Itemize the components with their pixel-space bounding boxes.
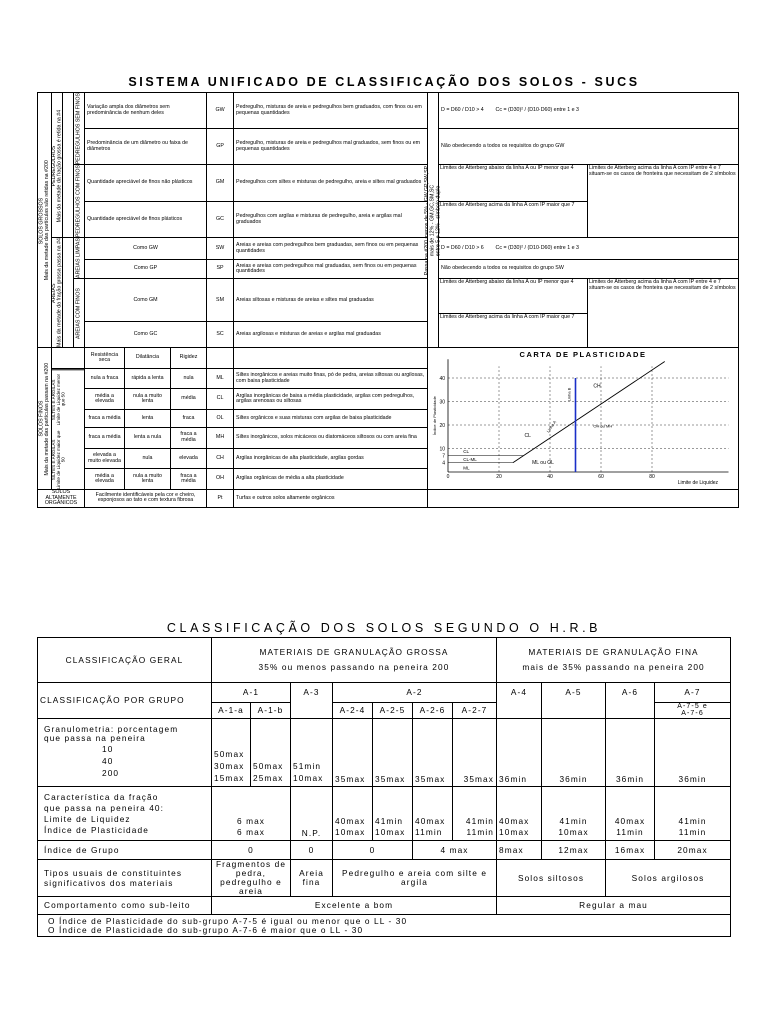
plasticity-chart-cell: [428, 348, 739, 490]
passing-note: Passa na #200 menos de 5% - GW,GP,SW,SP mais de 12% - GM,GC,SM,SC entre 5 e 12% - símbolo duplo: [428, 93, 439, 348]
sub-a26: A-2-6: [413, 703, 453, 719]
name-pt: Turfas e outros solos altamente orgânicos: [234, 489, 428, 507]
type-silty: Solos siltosos: [497, 860, 606, 897]
organic-label: SOLOS ALTAMENTE ORGÂNICOS: [38, 489, 85, 507]
name-sp: Areias e areias com pedregulhos mal graduadas, sem finos ou em pequenas quantidades: [234, 259, 428, 278]
sub-a25: A-2-5: [373, 703, 413, 719]
sub-a1a: A-1-a: [212, 703, 251, 719]
zone-ml-ol: ML ou OL: [532, 460, 554, 467]
y-tick-1: 7: [442, 453, 446, 460]
name-ml: Siltes inorgânicos e areias muito finas, pó de pedra, areias siltosas ou argilosas, com baixa plasticidade: [234, 368, 428, 389]
fine-g-ml: nula: [171, 368, 207, 389]
gran-a27: 35max: [453, 719, 497, 787]
char-a27: 41min 11min: [453, 787, 497, 841]
char-a5: 41min 10max: [542, 787, 606, 841]
types-label: Tipos usuais de constituintes significativos dos materiais: [38, 860, 212, 897]
sym-gp: GP: [207, 129, 234, 165]
sym-mh: MH: [207, 428, 234, 449]
grp-a5: A-5: [542, 683, 606, 719]
zone-cl: CL: [524, 433, 531, 440]
desc-sp: Como GP: [85, 259, 207, 278]
char-a6: 40max 11min: [606, 787, 655, 841]
zone-ch: CH: [593, 383, 601, 390]
silt-low-label: SILTES E ARGILAS Limite de Liquidez menor que 50: [52, 369, 84, 429]
gi-a7: 20max: [655, 841, 731, 860]
name-gm: Pedregulhos com siltes e misturas de pedregulho, areia e siltes mal graduados: [234, 165, 428, 202]
zone-ml: ML: [463, 465, 470, 471]
type-a3: Areia fina: [291, 860, 333, 897]
x-label: Limite de Liquidez: [677, 480, 719, 487]
ip-label: Índice de Plasticidade: [44, 824, 149, 835]
crit-sm: Limites de Atterberg abaixo da linha A ou IP menor que 4: [439, 279, 587, 314]
name-sm: Areias siltosas e misturas de areias e siltes mal graduadas: [234, 279, 428, 322]
desc-gc: Quantidade apreciável de finos plásticos: [85, 201, 207, 238]
sub-bad: Regular a mau: [497, 897, 731, 915]
gran-a5: 36min: [542, 719, 606, 787]
x-tick-0: 0: [446, 474, 450, 481]
char-a24: 40max 10max: [333, 787, 373, 841]
desc-sm: Como GM: [85, 279, 207, 322]
hdr-dilatancy: Dilatância: [125, 348, 171, 369]
gi-a6: 16max: [606, 841, 655, 860]
fine-r-mh: fraca a média: [85, 428, 125, 449]
fine-d-ml: rápida a lenta: [125, 368, 171, 389]
hrb-fine-head: MATERIAIS DE GRANULAÇÃO FINA mais de 35% passando na peneira 200: [497, 638, 731, 683]
sym-pt: Pt: [207, 489, 234, 507]
sucs-table: [37, 92, 739, 508]
sub-a1b: A-1-b: [251, 703, 291, 719]
crit-sp: Não obedecendo a todos os requisitos do grupo SW: [439, 259, 739, 278]
crit-sw: D = D60 / D10 > 6 Cc = (D30)² / (D10·D60) entre 1 e 3: [439, 238, 739, 260]
sub-a27: A-2-7: [453, 703, 497, 719]
grp-a4: A-4: [497, 683, 542, 719]
name-ch: Argilas inorgânicas de alta plasticidade, argilas gordas: [234, 448, 428, 469]
gravel-fines-label: PEDREGULHOS COM FINOS: [74, 165, 85, 238]
gran-a25: 35max: [373, 719, 413, 787]
gi-label: Índice de Grupo: [38, 841, 212, 860]
type-a1: Fragmentos de pedra, pedregulho e areia: [212, 860, 291, 897]
name-cl: Argilas inorgânicas de baixa a média plasticidade, argilas com pedregulhos, argilas arenosas ou siltosas: [234, 389, 428, 410]
sand-fines-label: AREIAS COM FINOS: [74, 279, 85, 348]
sym-gc: GC: [207, 201, 234, 238]
gi-a2-high: 4 max: [413, 841, 497, 860]
sym-ml: ML: [207, 368, 234, 389]
crit-sm-sc-mid: Limites de Atterberg acima da linha A com IP entre 4 e 7 situam-se os casos de fronteira que necessitam de 2 símbolos: [589, 279, 736, 291]
crit-gm-gc-mid: Limites de Atterberg acima da linha A com IP entre 4 e 7 situam-se os casos de fronteira que necessitam de 2 símbolos: [589, 165, 736, 177]
fine-d-cl: nula a muito lenta: [125, 389, 171, 410]
crit-sc: Limites de Atterberg acima da linha A com IP maior que 7: [440, 313, 575, 320]
gi-a5: 12max: [542, 841, 606, 860]
fine-d-ch: nula: [125, 448, 171, 469]
grp-a1: A-1: [212, 683, 291, 703]
hrb-by-group: CLASSIFICAÇÃO POR GRUPO: [38, 683, 212, 719]
fine-g-ol: fraca: [171, 409, 207, 427]
y-tick-4: 30: [439, 399, 446, 406]
char-a4: 40max 10max: [497, 787, 542, 841]
sand-label: AREIAS Mais da metade da fração grossa passa na #4: [50, 238, 62, 348]
fine-r-oh: média a elevada: [85, 469, 125, 490]
gi-a3: 0: [291, 841, 333, 860]
sym-oh: OH: [207, 469, 234, 490]
type-clayey: Solos argilosos: [606, 860, 731, 897]
sym-gw: GW: [207, 93, 234, 129]
y-tick-0: 4: [442, 460, 446, 467]
hdr-dry-strength: Resistência seca: [85, 348, 125, 369]
type-a2: Pedregulho e areia com silte e argila: [333, 860, 497, 897]
name-sc: Areias argilosas e misturas de areias e argilas mal graduadas: [234, 322, 428, 348]
x-tick-3: 60: [598, 474, 604, 481]
desc-sw: Como GW: [85, 238, 207, 260]
sub-a24: A-2-4: [333, 703, 373, 719]
hrb-title: CLASSIFICAÇÃO DOS SOLOS SEGUNDO O H.R.B: [166, 621, 602, 635]
fine-g-oh: fraca a média: [171, 469, 207, 490]
fine-r-ol: fraca a média: [85, 409, 125, 427]
fine-g-ch: elevada: [171, 448, 207, 469]
gran-a3: 51min 10max: [291, 719, 333, 787]
line-a: [513, 362, 665, 463]
y-tick-3: 20: [439, 423, 446, 430]
char-a25: 41min 10max: [373, 787, 413, 841]
plasticity-chart: [428, 348, 738, 486]
silt-high-label: SILTES E ARGILAS Limite de Liquidez maior que 50: [51, 429, 66, 489]
sym-ch: CH: [207, 448, 234, 469]
fine-d-mh: lenta a nula: [125, 428, 171, 449]
grp-a7: A-7: [655, 683, 731, 703]
sub-a7: A-7-5 e A-7-6: [655, 703, 731, 719]
sym-sp: SP: [207, 259, 234, 278]
line-b-label: Linha B: [566, 387, 572, 402]
sieve-200: 200: [102, 768, 120, 779]
fine-d-ol: lenta: [125, 409, 171, 427]
gran-label: Granulometria: porcentagem que passa na peneira 10 40 200: [38, 719, 212, 787]
gi-a1: 0: [212, 841, 291, 860]
gran-a4: 36min: [497, 719, 542, 787]
sym-ol: OL: [207, 409, 234, 427]
y-tick-2: 10: [439, 446, 446, 453]
gran-a24: 35max: [333, 719, 373, 787]
desc-gp: Predominância de um diâmetro ou faixa de diâmetros: [85, 129, 207, 165]
gran-a6: 36min: [606, 719, 655, 787]
fine-r-ml: nula a fraca: [85, 368, 125, 389]
name-sw: Areias e areias com pedregulhos bem graduadas, sem finos ou em pequenas quantidades: [234, 238, 428, 260]
char-a1: 6 max 6 max: [212, 787, 291, 841]
hrb-coarse-head: MATERIAIS DE GRANULAÇÃO GROSSA 35% ou menos passando na peneira 200: [212, 638, 497, 683]
note-1: O Índice de Plasticidade do sub-grupo A-7-5 é igual ou menor que o LL - 30: [48, 915, 408, 926]
sub-label: Comportamento como sub-leito: [38, 897, 212, 915]
hrb-table: [37, 637, 731, 937]
name-ol: Siltes orgânicos e suas misturas com argilas de baixa plasticidade: [234, 409, 428, 427]
name-oh: Argilas orgânicas de média a alta plasticidade: [234, 469, 428, 490]
name-mh: Siltes inorgânicos, solos micáceos ou diatomáceos siltosos ou com areia fina: [234, 428, 428, 449]
char-a3: N.P.: [291, 787, 333, 841]
zone-oh-mh: OH ou MH: [593, 423, 613, 429]
char-a7: 41min 11min: [655, 787, 731, 841]
gi-a2-low: 0: [333, 841, 413, 860]
name-gw: Pedregulho, misturas de areia e pedregulhos bem graduados, com finos ou em pequenas quantidades: [234, 93, 428, 129]
sym-sw: SW: [207, 238, 234, 260]
sym-gm: GM: [207, 165, 234, 202]
fine-g-mh: fraca a média: [171, 428, 207, 449]
sieve-40: 40: [102, 756, 114, 767]
coarse-soils-label: SOLOS GROSSOS Mais da metade das partículas são retidas na #200: [38, 93, 52, 348]
name-gp: Pedregulho, misturas de areia e pedregulhos mal graduados, sem finos ou em pequenas quantidades: [234, 129, 428, 165]
gran-a7: 36min: [655, 719, 731, 787]
hdr-toughness: Rigidez: [171, 348, 207, 369]
clean-gravel-label: PEDREGULHOS SEM FINOS: [74, 93, 85, 165]
x-tick-1: 20: [496, 474, 502, 481]
y-tick-5: 40: [439, 376, 446, 383]
grp-a2: A-2: [333, 683, 497, 703]
organic-desc: Facilmente identificáveis pela cor e cheiro, esponjosos ao tato e com textura fibrosa: [85, 489, 207, 507]
chart-title: CARTA DE PLASTICIDADE: [519, 350, 647, 360]
char-a26: 40max 11min: [413, 787, 453, 841]
gravel-label: PEDREGULHOS Mais da metade da fração grossa é retida na #4: [52, 93, 63, 238]
fine-soils-label: SOLOS FINOS Mais da metade das partículas passam na #200: [38, 348, 52, 490]
clean-sand-label: AREIAS LIMPAS: [74, 238, 85, 279]
sucs-title: SISTEMA UNIFICADO DE CLASSIFICAÇÃO DOS SOLOS - SUCS: [128, 75, 640, 89]
gran-a1b: 50max 25max: [251, 719, 291, 787]
crit-gm: Limites de Atterberg abaixo da linha A ou IP menor que 4: [439, 165, 587, 202]
x-tick-2: 40: [547, 474, 553, 481]
crit-gw: D = D60 / D10 > 4 Cc = (D30)² / (D10·D60) entre 1 e 3: [439, 93, 739, 129]
sym-sc: SC: [207, 322, 234, 348]
fine-g-cl: média: [171, 389, 207, 410]
zone-cl-ml: CL-ML: [463, 457, 477, 463]
name-gc: Pedregulhos com argilas e misturas de pedregulho, areia e argilas mal graduados: [234, 201, 428, 238]
sym-sm: SM: [207, 279, 234, 322]
desc-gw: Variação ampla dos diâmetros sem predominância de nenhum deles: [85, 93, 207, 129]
grp-a3: A-3: [291, 683, 333, 719]
y-label: Índice de Plasticidade: [432, 396, 438, 436]
line-a-label: Linha A: [545, 419, 558, 434]
sym-cl: CL: [207, 389, 234, 410]
desc-gm: Quantidade apreciável de finos não plásticos: [85, 165, 207, 202]
note-2: O Índice de Plasticidade do sub-grupo A-7-6 é maior que o LL - 30: [48, 924, 364, 935]
gran-a1a: 50max 30max 15max: [212, 719, 251, 787]
gran-a26: 35max: [413, 719, 453, 787]
char-label: Característica da fração que passa na peneira 40: Limite de Liquidez Índice de Plasticidade: [38, 787, 212, 841]
sub-good: Excelente a bom: [212, 897, 497, 915]
ll-label: Limite de Liquidez: [44, 813, 131, 824]
desc-sc: Como GC: [85, 322, 207, 348]
grp-a6: A-6: [606, 683, 655, 719]
fine-r-ch: elevada a muito elevada: [85, 448, 125, 469]
fine-d-oh: nula a muito lenta: [125, 469, 171, 490]
crit-gp: Não obedecendo a todos os requisitos do grupo GW: [439, 129, 739, 165]
sieve-10: 10: [102, 744, 114, 755]
zone-cl-small: CL: [463, 449, 470, 455]
crit-gc: Limites de Atterberg acima da linha A com IP maior que 7: [440, 201, 575, 208]
x-tick-4: 80: [649, 474, 655, 481]
hrb-general: CLASSIFICAÇÃO GERAL: [38, 638, 212, 683]
gi-a4: 8max: [497, 841, 542, 860]
fine-r-cl: média a elevada: [85, 389, 125, 410]
hrb-notes: [38, 915, 731, 937]
